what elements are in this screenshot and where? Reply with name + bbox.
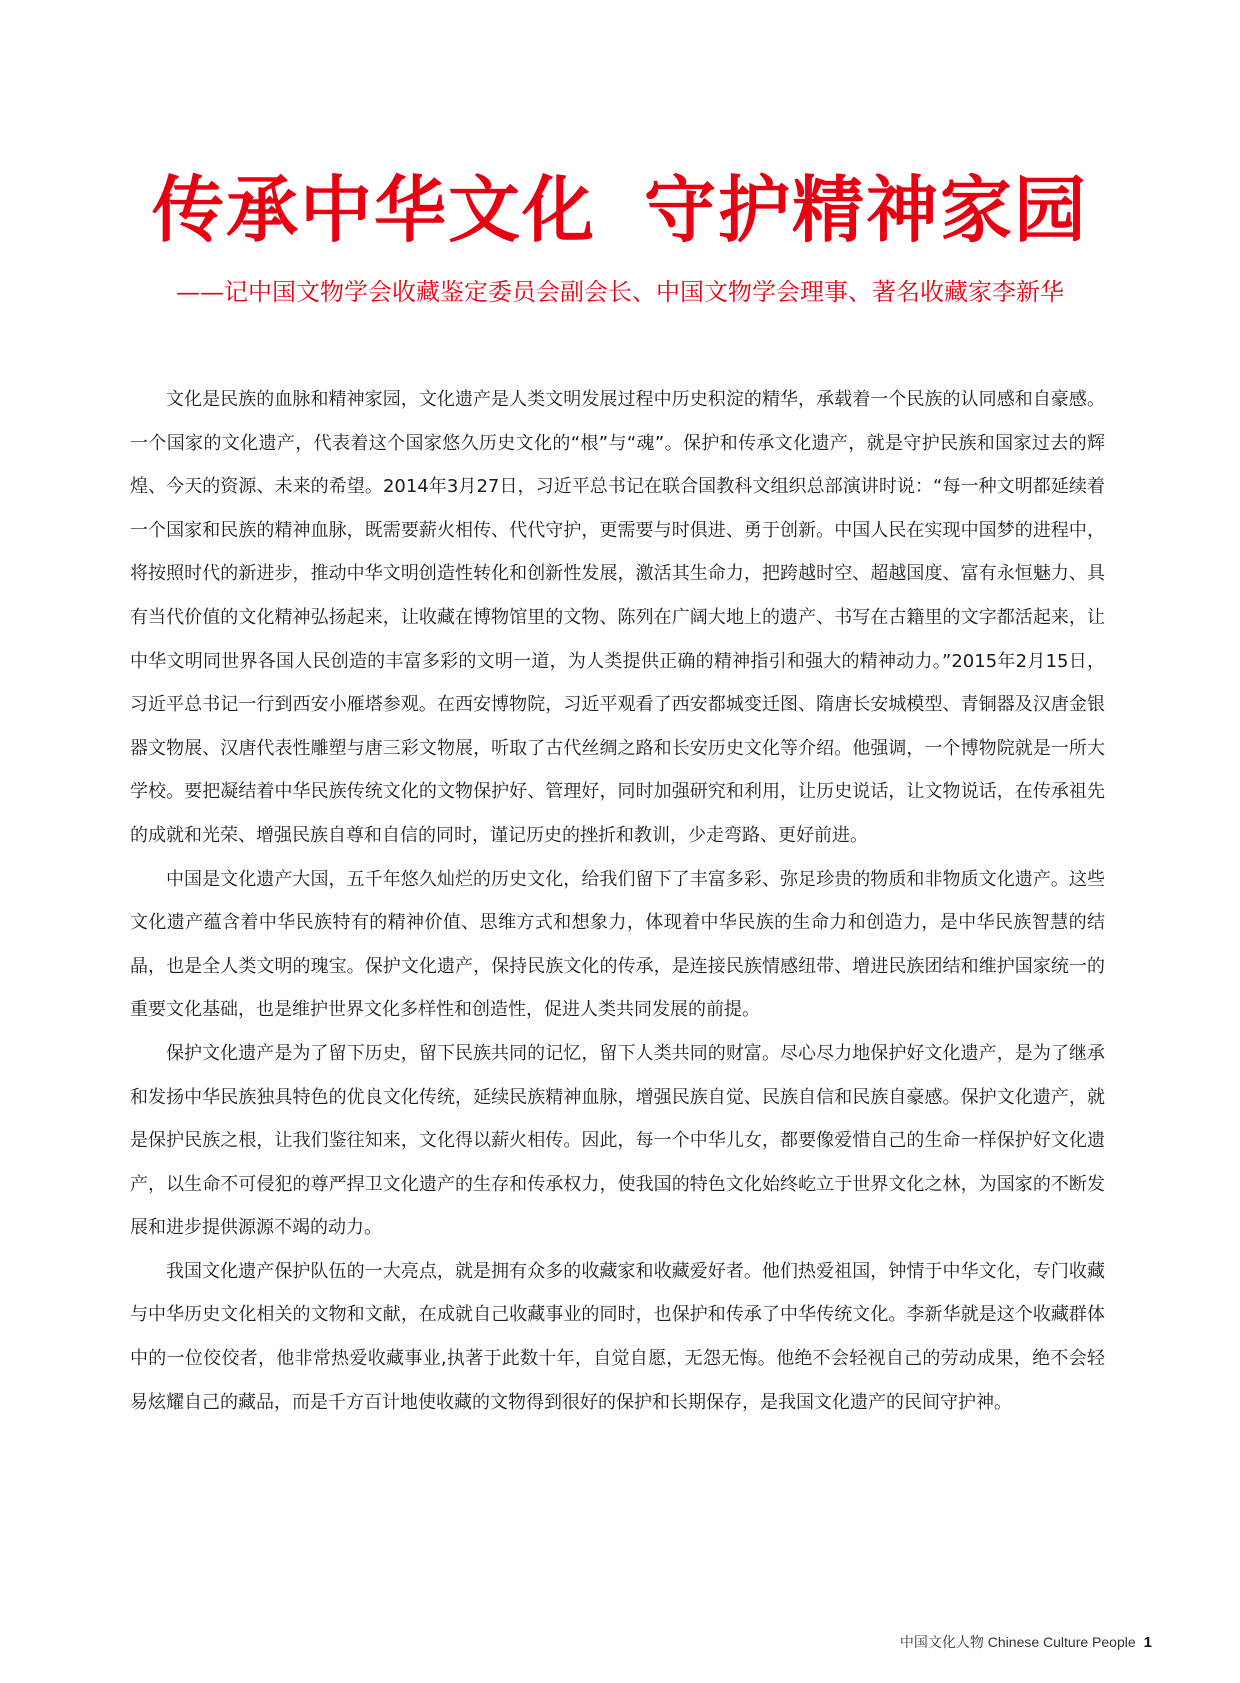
article-title-part-1: 传承中华文化 [151, 168, 596, 252]
body-paragraph-4: 我国文化遗产保护队伍的一大亮点，就是拥有众多的收藏家和收藏爱好者。他们热爱祖国，钟情于中华文化，专门收藏与中华历史文化相关的文物和文献，在成就自己收藏事业的同时，也保护和传承了中华传统文化。李新华就是这个收藏群体中的一位佼佼者，他非常热爱收藏事业,执著于此数十年，自觉自愿，无怨无悔。他绝不会轻视自己的劳动成果，绝不会轻易炫耀自己的藏品，而是千方百计地使收藏的文物得到很好的保护和长期保存，是我国文化遗产的民间守护神。 [130, 1260, 1105, 1413]
page-footer [900, 1632, 1152, 1653]
publication-name: 中国文化人物 Chinese Culture People [899, 1634, 1136, 1650]
body-paragraph-1: 文化是民族的血脉和精神家园，文化遗产是人类文明发展过程中历史积淀的精华，承载着一个民族的认同感和自豪感。一个国家的文化遗产，代表着这个国家悠久历史文化的“根”与“魂”。保护和传承文化遗产，就是守护民族和国家过去的辉煌、今天的资源、未来的希望。2014年3月27日，习近平总书记在联合国教科文组织总部演讲时说：“每一种文明都延续着一个国家和民族的精神血脉，既需要薪火相传、代代守护，更需要与时俱进、勇于创新。中国人民在实现中国梦的进程中，将按照时代的新进步，推动中华文明创造性转化和创新性发展，激活其生命力，把跨越时空、超越国度、富有永恒魅力、具有当代价值的文化精神弘扬起来，让收藏在博物馆里的文物、陈列在广阔大地上的遗产、书写在古籍里的文字都活起来，让中华文明同世界各国人民创造的丰富多彩的文明一道，为人类提供正确的精神指引和强大的精神动力。”2015年2月15日，习近平总书记一行到西安小雁塔参观。在西安博物院，习近平观看了西安都城变迁图、隋唐长安城模型、青铜器及汉唐金银器文物展、汉唐代表性雕塑与唐三彩文物展，听取了古代丝绸之路和长安历史文化等介绍。他强调，一个博物院就是一所大学校。要把凝结着中华民族传统文化的文物保护好、管理好，同时加强研究和利用，让历史说话，让文物说话，在传承祖先的成就和光荣、增强民族自尊和自信的同时，谨记历史的挫折和教训，少走弯路、更好前进。 [130, 389, 1105, 846]
article-subtitle: ——记中国文物学会收藏鉴定委员会副会长、中国文物学会理事、著名收藏家李新华 [176, 278, 1064, 306]
article-title [0, 165, 1240, 255]
article-title-part-2: 守护精神家园 [644, 168, 1089, 252]
article-body [130, 378, 1105, 1424]
body-paragraph-2: 中国是文化遗产大国，五千年悠久灿烂的历史文化，给我们留下了丰富多彩、弥足珍贵的物质和非物质文化遗产。这些文化遗产蕴含着中华民族特有的精神价值、思维方式和想象力，体现着中华民族的生命力和创造力，是中华民族智慧的结晶，也是全人类文明的瑰宝。保护文化遗产，保持民族文化的传承，是连接民族情感纽带、增进民族团结和维护国家统一的重要文化基础，也是维护世界文化多样性和创造性，促进人类共同发展的前提。 [130, 868, 1105, 1021]
body-paragraph-3: 保护文化遗产是为了留下历史，留下民族共同的记忆，留下人类共同的财富。尽心尽力地保护好文化遗产，是为了继承和发扬中华民族独具特色的优良文化传统，延续民族精神血脉，增强民族自觉、民族自信和民族自豪感。保护文化遗产，就是保护民族之根，让我们鉴往知来，文化得以薪火相传。因此，每一个中华儿女，都要像爱惜自己的生命一样保护好文化遗产，以生命不可侵犯的尊严捍卫文化遗产的生存和传承权力，使我国的特色文化始终屹立于世界文化之林，为国家的不断发展和进步提供源源不竭的动力。 [130, 1042, 1105, 1239]
page-number: 1 [1143, 1634, 1152, 1651]
